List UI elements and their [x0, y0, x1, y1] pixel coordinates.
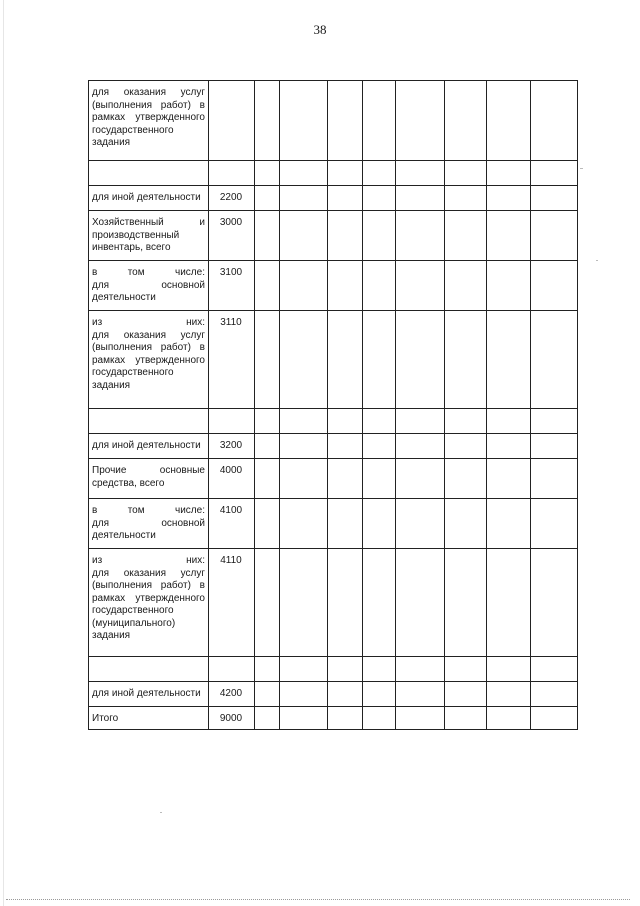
scan-speck: [160, 812, 162, 813]
row-label-line: из них:: [92, 555, 205, 566]
row-label: [92, 440, 205, 453]
row-label-line: для иной деятельности: [92, 440, 201, 451]
row-label-line: Прочие основные: [92, 465, 205, 476]
row-code: 9000: [219, 713, 243, 724]
scan-speck: [596, 260, 598, 261]
scan-speck: [580, 168, 583, 169]
row-code: 2200: [219, 192, 243, 203]
row-label-line: из них:: [92, 317, 205, 328]
row-code: 4100: [219, 505, 243, 516]
row-label-line: деятельности: [92, 292, 156, 303]
row-code: 4200: [219, 688, 243, 699]
row-label-line: для оказания услуг: [92, 567, 205, 579]
scan-noise: [6, 899, 630, 902]
row-label: [92, 465, 205, 490]
row-label-line: Хозяйственный и: [92, 217, 205, 228]
page-number: 38: [313, 22, 327, 37]
row-label-line: государственного: [92, 367, 174, 378]
row-label-line: задания: [92, 137, 131, 148]
row-label-line: инвентарь, всего: [92, 242, 171, 253]
row-label-line: рамках утвержденного: [92, 112, 205, 123]
data-table: [88, 80, 578, 730]
row-label-line: (выполнения работ) в: [92, 342, 205, 353]
row-label-line: для основной: [92, 279, 205, 291]
row-label-line: для основной: [92, 517, 205, 529]
row-label-line: для оказания услуг: [92, 329, 205, 341]
row-label-line: задания: [92, 630, 131, 641]
row-code: 4110: [220, 555, 242, 566]
row-label-line: задания: [92, 379, 131, 391]
row-code: 4000: [219, 465, 243, 476]
row-label-line: рамках утвержденного: [92, 354, 205, 366]
row-label: [92, 267, 205, 305]
scan-edge: [3, 0, 4, 906]
row-label-line: в том числе:: [92, 505, 205, 516]
row-label-line: государственного: [92, 124, 174, 136]
row-label: [92, 192, 205, 205]
row-label-line: производственный: [92, 229, 180, 241]
row-label-line: для оказания услуг: [92, 87, 205, 98]
row-label: [92, 688, 205, 701]
row-label-line: деятельности: [92, 530, 156, 541]
row-code: 3200: [219, 440, 243, 451]
row-label-line: для иной деятельности: [92, 192, 201, 203]
row-label: [92, 713, 205, 726]
row-code: 3110: [220, 317, 242, 328]
row-label-line: Итого: [92, 713, 119, 724]
row-label-line: (выполнения работ) в: [92, 580, 205, 591]
row-label-line: (муниципального): [92, 617, 176, 629]
row-label: [92, 87, 205, 150]
row-label-line: в том числе:: [92, 267, 205, 278]
row-label: [92, 217, 205, 255]
row-label: [92, 505, 205, 543]
row-label-line: средства, всего: [92, 477, 165, 489]
row-label: [92, 555, 205, 643]
row-label-line: государственного: [92, 605, 174, 616]
row-label: [92, 317, 205, 392]
row-label-line: для иной деятельности: [92, 688, 201, 699]
row-label-line: (выполнения работ) в: [92, 99, 205, 111]
row-label-line: рамках утвержденного: [92, 592, 205, 604]
row-code: 3100: [219, 267, 243, 278]
row-code: 3000: [219, 217, 243, 228]
